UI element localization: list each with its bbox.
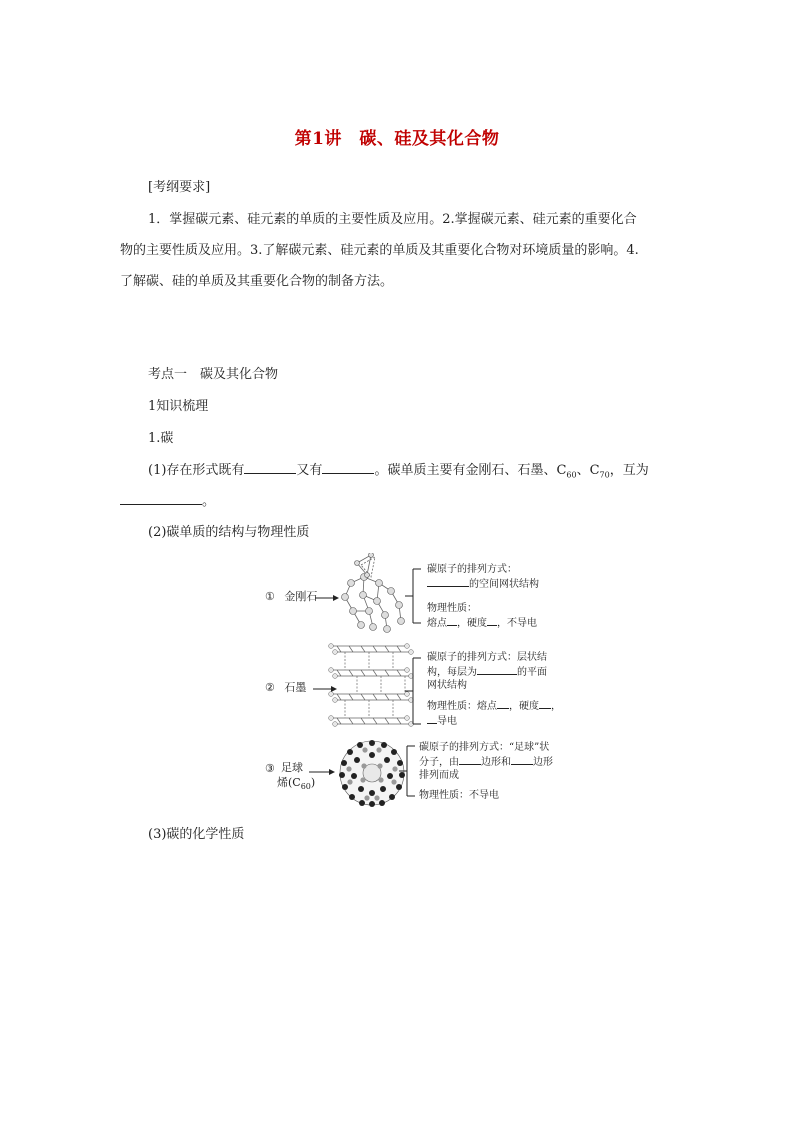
graphite-blank-hard[interactable] bbox=[539, 698, 551, 709]
c60-arr-line1: 碳原子的排列方式：“足球”状 bbox=[419, 742, 550, 753]
graphite-bracket bbox=[405, 655, 425, 727]
q1-blank-1[interactable] bbox=[244, 461, 296, 474]
diamond-blank-mp[interactable] bbox=[447, 615, 457, 626]
graphite-arr-line3: 网状结构 bbox=[427, 680, 467, 691]
graphite-physical bbox=[427, 698, 561, 728]
q1-blank-2[interactable] bbox=[322, 461, 374, 474]
graphite-phy-line2: 导电 bbox=[437, 716, 457, 727]
carbon-allotropes-diagram bbox=[255, 550, 575, 810]
c60-bracket bbox=[399, 743, 419, 799]
c60-physical: 物理性质：不导电 bbox=[419, 790, 499, 801]
q1-blank-3[interactable] bbox=[120, 492, 202, 505]
c60-arr-line3: 排列而成 bbox=[419, 770, 459, 781]
requirements-line-1: 1．掌握碳元素、硅元素的单质的主要性质及应用。2.掌握碳元素、硅元素的重要化合 bbox=[148, 212, 637, 227]
c60-arr-2a: 分子，由 bbox=[419, 757, 459, 768]
diamond-arr-line2: 的空间网状结构 bbox=[469, 579, 539, 590]
graphite-arr-line1: 碳原子的排列方式：层状结 bbox=[427, 652, 547, 663]
c60-name2: 烯(C bbox=[277, 776, 301, 789]
c60-num: ③ bbox=[265, 762, 275, 775]
diamond-arrow-icon bbox=[315, 594, 339, 602]
section-tan: 1.碳 bbox=[148, 431, 174, 446]
diamond-arrangement bbox=[427, 563, 539, 591]
graphite-name: 石墨 bbox=[284, 681, 307, 694]
diamond-phy-a: 熔点 bbox=[427, 618, 447, 629]
diamond-bracket bbox=[405, 566, 425, 626]
c60-blank-1[interactable] bbox=[459, 754, 481, 765]
q1-end: 。 bbox=[202, 494, 216, 509]
graphite-label bbox=[265, 681, 306, 695]
c60-arrangement bbox=[419, 741, 553, 782]
section-kaodian: 考点一 碳及其化合物 bbox=[148, 367, 279, 382]
graphite-blank-arr[interactable] bbox=[477, 664, 517, 675]
section-zhishi: 1知识梳理 bbox=[148, 399, 209, 414]
c60-name2-end: ) bbox=[310, 776, 316, 789]
graphite-num: ② bbox=[265, 681, 275, 694]
page-title: 第1讲 碳、硅及其化合物 bbox=[294, 129, 500, 149]
diamond-num: ① bbox=[265, 590, 275, 603]
diamond-blank-hard[interactable] bbox=[487, 615, 497, 626]
c60-blank-2[interactable] bbox=[511, 754, 533, 765]
graphite-phy-c: ， bbox=[551, 701, 561, 712]
q1-text-a: (1)存在形式既有 bbox=[148, 463, 245, 478]
q1-text-e: ，互为 bbox=[609, 463, 649, 478]
c60-name-line2 bbox=[277, 776, 315, 794]
graphite-arrangement bbox=[427, 651, 547, 692]
requirements-line-2: 物的主要性质及应用。3.了解碳元素、硅元素的单质及其重要化合物对环境质量的影响。4. bbox=[120, 243, 639, 258]
q1-text-d: 、C bbox=[576, 463, 600, 478]
question-1-cont bbox=[120, 492, 215, 512]
graphite-structure-icon bbox=[327, 640, 417, 730]
diamond-physical bbox=[427, 602, 537, 630]
c60-name2-sub: 60 bbox=[300, 782, 311, 792]
c60-name-line1: 足球 bbox=[281, 761, 303, 774]
question-2: (2)碳单质的结构与物理性质 bbox=[148, 525, 310, 540]
diamond-blank-arr[interactable] bbox=[427, 576, 469, 587]
diamond-structure-icon bbox=[339, 553, 409, 633]
diamond-name: 金刚石 bbox=[284, 590, 318, 603]
diamond-phy-c: ，不导电 bbox=[497, 618, 537, 629]
question-3: (3)碳的化学性质 bbox=[148, 827, 245, 842]
diamond-arr-line1: 碳原子的排列方式： bbox=[427, 564, 517, 575]
q1-text-b: 又有 bbox=[296, 463, 323, 478]
q1-c60-sub: 60 bbox=[566, 470, 577, 480]
requirements-heading: [考纲要求] bbox=[148, 180, 211, 195]
c60-arr-2b: 边形和 bbox=[481, 757, 511, 768]
diamond-phy-line1: 物理性质： bbox=[427, 603, 477, 614]
graphite-blank-cond[interactable] bbox=[427, 713, 437, 724]
diamond-label bbox=[265, 590, 317, 604]
c60-structure-icon bbox=[337, 738, 407, 808]
question-1 bbox=[148, 461, 649, 486]
diamond-phy-b: ，硬度 bbox=[457, 618, 487, 629]
q1-text-c: 。碳单质主要有金刚石、石墨、C bbox=[374, 463, 567, 478]
q1-c70-sub: 70 bbox=[599, 470, 610, 480]
requirements-line-3: 了解碳、硅的单质及其重要化合物的制备方法。 bbox=[120, 274, 394, 289]
c60-arrow-icon bbox=[309, 768, 335, 776]
c60-arr-2c: 边形 bbox=[533, 757, 553, 768]
graphite-phy-b: ，硬度 bbox=[509, 701, 539, 712]
graphite-arr-2b: 的平面 bbox=[517, 667, 547, 678]
graphite-arr-2a: 构，每层为 bbox=[427, 667, 477, 678]
graphite-blank-mp[interactable] bbox=[497, 698, 509, 709]
graphite-phy-a: 物理性质：熔点 bbox=[427, 701, 497, 712]
